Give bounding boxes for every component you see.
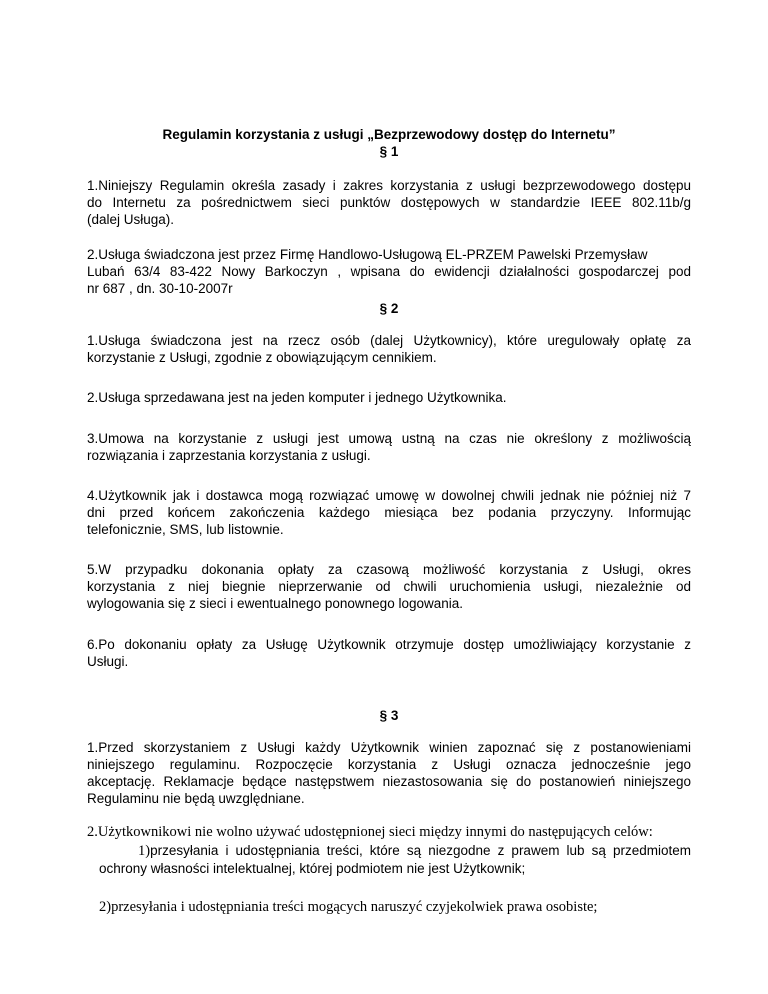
section-3-heading: § 3 — [379, 708, 399, 723]
section-2-paragraph-6: 6.Po dokonaniu opłaty za Usługę Użytkownik otrzymuje dostęp umożliwiający korzystanie z Usługi. — [87, 637, 691, 669]
section-2-paragraph-1: 1.Usługa świadczona jest na rzecz osób (dalej Użytkownicy), które uregulowały opłatę za korzystanie z Usługi, zgodnie z obowiązującym cennikiem. — [87, 333, 691, 365]
section-2-paragraph-4: 4.Użytkownik jak i dostawca mogą rozwiązać umowę w dowolnej chwili jednak nie później niż 7 dni przed końcem zakończenia każdego miesiąca bez podania przyczyny. Informując telefonicznie, SMS, lub listownie. — [87, 488, 691, 537]
section-3-paragraph-2: 2.Użytkownikowi nie wolno używać udostępnionej sieci między innymi do następujących celów: — [87, 824, 653, 840]
document-title: Regulamin korzystania z usługi „Bezprzewodowy dostęp do Internetu” — [162, 127, 616, 142]
section-3-item-1: 1)przesyłania i udostępniania treści, które są niezgodne z prawem lub są przedmiotem — [138, 843, 691, 859]
section-2-paragraph-3: 3.Umowa na korzystanie z usługi jest umową ustną na czas nie określony z możliwością rozwiązania i zaprzestania korzystania z usługi. — [87, 431, 691, 463]
section-2-paragraph-2: 2.Usługa sprzedawana jest na jeden komputer i jednego Użytkownika. — [87, 390, 507, 405]
section-1-heading: § 1 — [379, 144, 399, 159]
section-1-paragraph-2: 2.Usługa świadczona jest przez Firmę Handlowo-Usługową EL-PRZEM Pawelski Przemysław Lubań 63/4 83-422 Nowy Barkoczyn , wpisana do ewidencji działalności gospodarczej pod nr 687 , dn. 30-10-2007r — [87, 247, 691, 296]
section-3-item-2: 2)przesyłania i udostępniania treści mogących naruszyć czyjekolwiek prawa osobiste; — [99, 899, 598, 915]
section-1-paragraph-1: 1.Niniejszy Regulamin określa zasady i zakres korzystania z usługi bezprzewodowego dostępu do Internetu za pośrednictwem sieci punktów dostępowych w standardzie IEEE 802.11b/g (dalej Usługa). — [87, 178, 691, 227]
section-3-item-1-continued: ochrony własności intelektualnej, której podmiotem nie jest Użytkownik; — [99, 861, 526, 876]
section-3-paragraph-1: 1.Przed skorzystaniem z Usługi każdy Użytkownik winien zapoznać się z postanowieniami niniejszego regulaminu. Rozpoczęcie korzystania z Usługi oznacza jednocześnie jego akceptację. Reklamacje będące następstwem niezastosowania się do postanowień niniejszego Regulaminu nie będą uwzględniane. — [87, 740, 691, 806]
section-2-paragraph-5: 5.W przypadku dokonania opłaty za czasową możliwość korzystania z Usługi, okres korzystania z niej biegnie nieprzerwanie od chwili uruchomienia usługi, niezależnie od wylogowania się z sieci i ewentualnego ponownego logowania. — [87, 562, 691, 611]
section-2-heading: § 2 — [379, 301, 399, 316]
